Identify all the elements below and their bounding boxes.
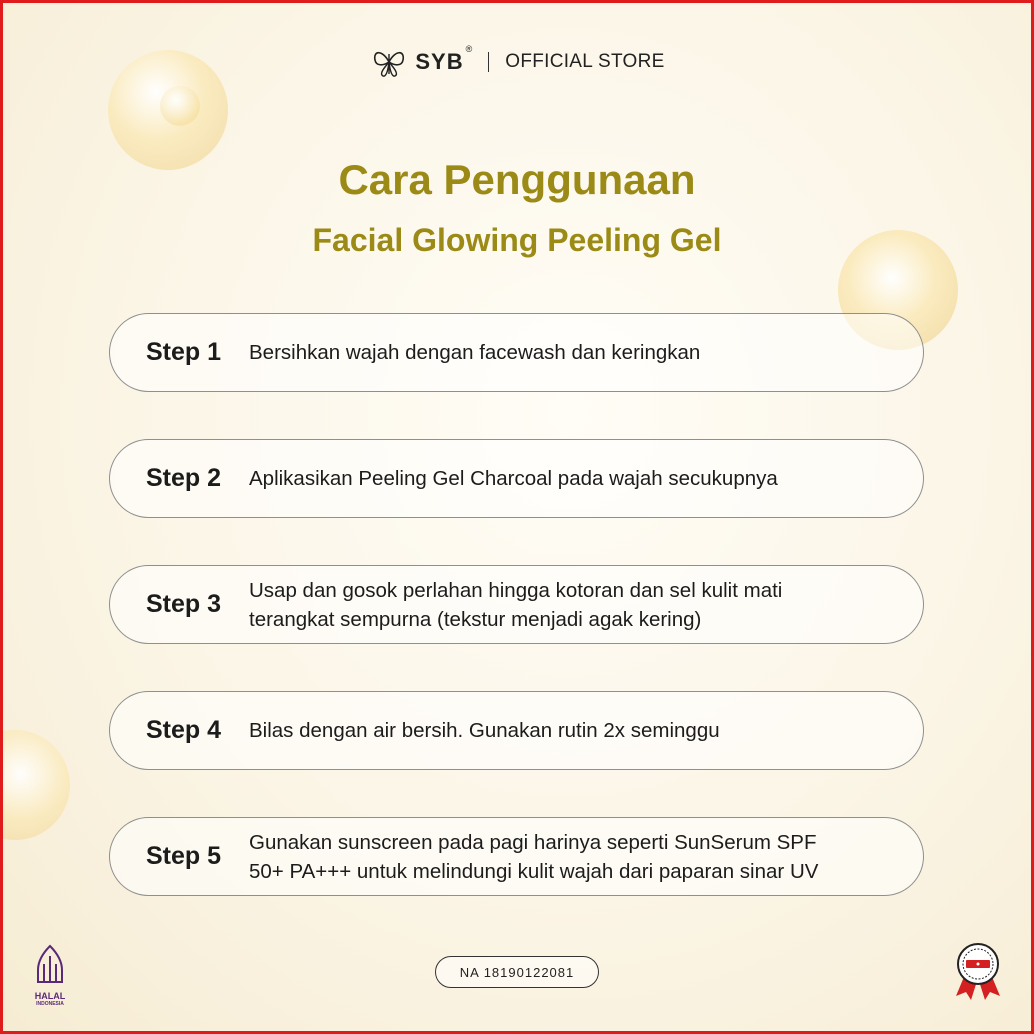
step-description: Usap dan gosok perlahan hingga kotoran dan sel kulit mati terangkat sempurna (tekstur menjadi agak kering) xyxy=(249,578,783,631)
brand-name: SYB xyxy=(415,49,464,74)
brand-logo xyxy=(369,44,472,80)
product-subtitle: Facial Glowing Peeling Gel xyxy=(312,222,722,258)
page-title: Cara Penggunaan xyxy=(338,156,696,203)
halal-sublabel: INDONESIA xyxy=(36,1001,64,1007)
step-label: Step 2 xyxy=(146,464,222,492)
step-card xyxy=(109,565,924,644)
registration-number-badge: NA 18190122081 xyxy=(435,956,599,988)
halal-logo xyxy=(30,944,70,1007)
step-label: Step 5 xyxy=(146,842,222,870)
registered-mark: ® xyxy=(465,44,473,54)
step-description: Aplikasikan Peeling Gel Charcoal pada wajah secukupnya xyxy=(249,467,778,490)
step-card xyxy=(109,313,924,392)
halal-emblem-icon xyxy=(30,944,70,986)
award-ribbon-icon xyxy=(952,942,1004,1002)
step-label: Step 4 xyxy=(146,716,222,744)
halal-label: HALAL xyxy=(34,991,66,1001)
decorative-bubble xyxy=(0,730,70,840)
brand-divider xyxy=(488,52,489,72)
step-card xyxy=(109,691,924,770)
step-label: Step 1 xyxy=(146,338,222,366)
decorative-bubble xyxy=(160,86,200,126)
step-card xyxy=(109,439,924,518)
official-store-label: OFFICIAL STORE xyxy=(505,51,665,72)
step-description: Bilas dengan air bersih. Gunakan rutin 2x seminggu xyxy=(249,719,720,742)
step-description: Gunakan sunscreen pada pagi harinya seperti SunSerum SPF 50+ PA+++ untuk melindungi kulit wajah dari paparan sinar UV xyxy=(249,830,819,883)
butterfly-logo-icon xyxy=(369,44,409,80)
step-card xyxy=(109,817,924,896)
step-label: Step 3 xyxy=(146,590,222,618)
step-description: Bersihkan wajah dengan facewash dan keringkan xyxy=(249,341,701,364)
brand-header xyxy=(0,44,1034,80)
